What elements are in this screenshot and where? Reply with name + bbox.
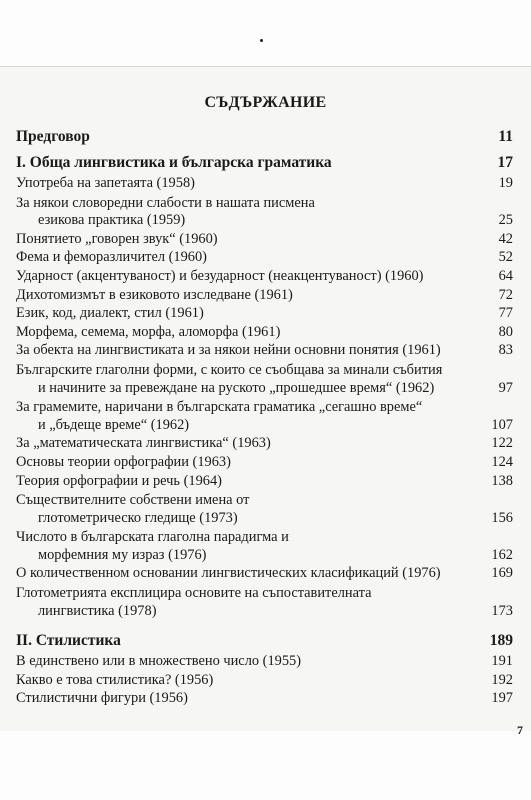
toc-entry-title: глотометрическо гледище (1973) — [38, 509, 238, 526]
page-title: СЪДЪРЖАНИЕ — [204, 94, 327, 111]
toc-entry — [16, 287, 513, 305]
toc-entry-title: морфемния му израз (1976) — [38, 546, 207, 563]
toc-section — [16, 126, 513, 148]
toc-entry-title: Българските глаголни форми, с които се съобщава за минали събития — [16, 361, 443, 378]
toc-page-number: 52 — [498, 249, 513, 266]
toc-entry — [16, 399, 513, 434]
toc-entry — [16, 653, 513, 671]
toc-page-number: 156 — [491, 509, 513, 526]
toc-entry-title: II. Стилистика — [16, 632, 121, 650]
toc-page-number: 189 — [489, 632, 513, 650]
toc-entry-title: Основы теории орфографии (1963) — [16, 453, 231, 470]
toc-page-number: 17 — [497, 154, 513, 171]
toc-page-number: 173 — [491, 602, 513, 619]
toc-entry — [16, 435, 513, 453]
toc-entry — [16, 305, 513, 323]
toc-entry-title: В единствено или в множествено число (1955) — [16, 653, 302, 670]
toc-page-number: 107 — [491, 416, 513, 433]
toc-entry — [16, 454, 513, 472]
toc-entry-title: За някои словоредни слабости в нашата писмена — [16, 194, 315, 211]
toc-entry — [16, 672, 513, 690]
toc-entry-title: Съществителните собствени имена от — [16, 492, 250, 509]
table-of-contents — [16, 126, 513, 708]
toc-entry-title: Дихотомизмът в езиковото изследване (1961) — [16, 286, 293, 303]
toc-entry-title: Употреба на запетаята (1958) — [16, 175, 195, 191]
toc-page-number: 19 — [498, 175, 513, 191]
toc-page-number: 72 — [498, 286, 513, 303]
toc-page-number: 97 — [498, 379, 513, 396]
toc-page-number: 42 — [498, 230, 513, 247]
toc-page-number: 191 — [491, 653, 513, 670]
toc-entry-title: Ударност (акцентуваност) и безударност (неакцентуваност) (1960) — [16, 267, 424, 284]
page-number: 7 — [517, 723, 523, 737]
toc-entry — [16, 473, 513, 491]
toc-entry-title: I. Обща лингвистика и българска граматика — [16, 154, 332, 171]
toc-page-number: 80 — [498, 323, 513, 340]
toc-entry — [16, 175, 513, 193]
toc-page-number: 162 — [491, 546, 513, 563]
toc-entry-title: и начините за превеждане на руското „прошедшее время“ (1962) — [38, 379, 435, 396]
toc-entry — [16, 690, 513, 708]
toc-page-number: 11 — [498, 128, 513, 145]
toc-page-number: 138 — [491, 472, 513, 489]
toc-entry — [16, 565, 513, 583]
toc-entry-title: Морфема, семема, морфа, аломорфа (1961) — [16, 323, 281, 340]
toc-entry — [16, 585, 513, 620]
toc-entry — [16, 249, 513, 267]
scan-bottom-margin — [0, 731, 531, 800]
toc-entry — [16, 342, 513, 360]
toc-entry-title: Фема и фемоpазличител (1960) — [16, 249, 207, 266]
toc-page-number: 192 — [491, 671, 513, 688]
toc-entry-title: Теория орфографии и речь (1964) — [16, 472, 222, 489]
toc-entry-title: езикова практика (1959) — [38, 212, 186, 229]
toc-entry — [16, 492, 513, 527]
toc-entry-title: Какво е това стилистика? (1956) — [16, 671, 214, 688]
toc-entry-title: Предговор — [16, 128, 90, 145]
toc-entry-title: Глотометрията експлицира основите на съпоставителната — [16, 585, 372, 602]
toc-page-number: 197 — [491, 690, 513, 707]
toc-entry-title: За грамемите, наричани в българската граматика „сегашно време“ — [16, 399, 423, 416]
toc-entry-title: За „математическата лингвистика“ (1963) — [16, 435, 271, 452]
toc-entry-title: Език, код, диалект, стил (1961) — [16, 305, 204, 322]
toc-page-number: 169 — [491, 565, 513, 582]
toc-page-number: 124 — [491, 453, 513, 470]
toc-entry — [16, 195, 513, 230]
toc-page-number: 122 — [491, 435, 513, 452]
toc-entry-title: Понятието „говорен звук“ (1960) — [16, 230, 218, 247]
toc-entry — [16, 231, 513, 249]
toc-page-number: 25 — [498, 212, 513, 229]
scan-speck — [260, 39, 263, 42]
toc-entry-title: О количественном основании лингвистических класификаций (1976) — [16, 565, 441, 582]
toc-page-number: 77 — [498, 305, 513, 322]
toc-entry-title: лингвистика (1978) — [38, 602, 157, 619]
toc-section — [16, 630, 513, 652]
toc-page-number: 64 — [498, 267, 513, 284]
toc-entry — [16, 268, 513, 286]
toc-page-number: 83 — [498, 342, 513, 359]
toc-entry — [16, 529, 513, 564]
toc-entry — [16, 324, 513, 342]
toc-entry-title: Стилистични фигури (1956) — [16, 690, 188, 707]
toc-entry-title: и „бъдеще време“ (1962) — [38, 416, 190, 433]
toc-section — [16, 152, 513, 174]
toc-entry-title: Числото в българската глаголна парадигма и — [16, 529, 289, 546]
toc-entry-title: За обекта на лингвистиката и за някои нейни основни понятия (1961) — [16, 342, 441, 359]
toc-entry — [16, 362, 513, 397]
scan-top-margin — [0, 0, 531, 66]
